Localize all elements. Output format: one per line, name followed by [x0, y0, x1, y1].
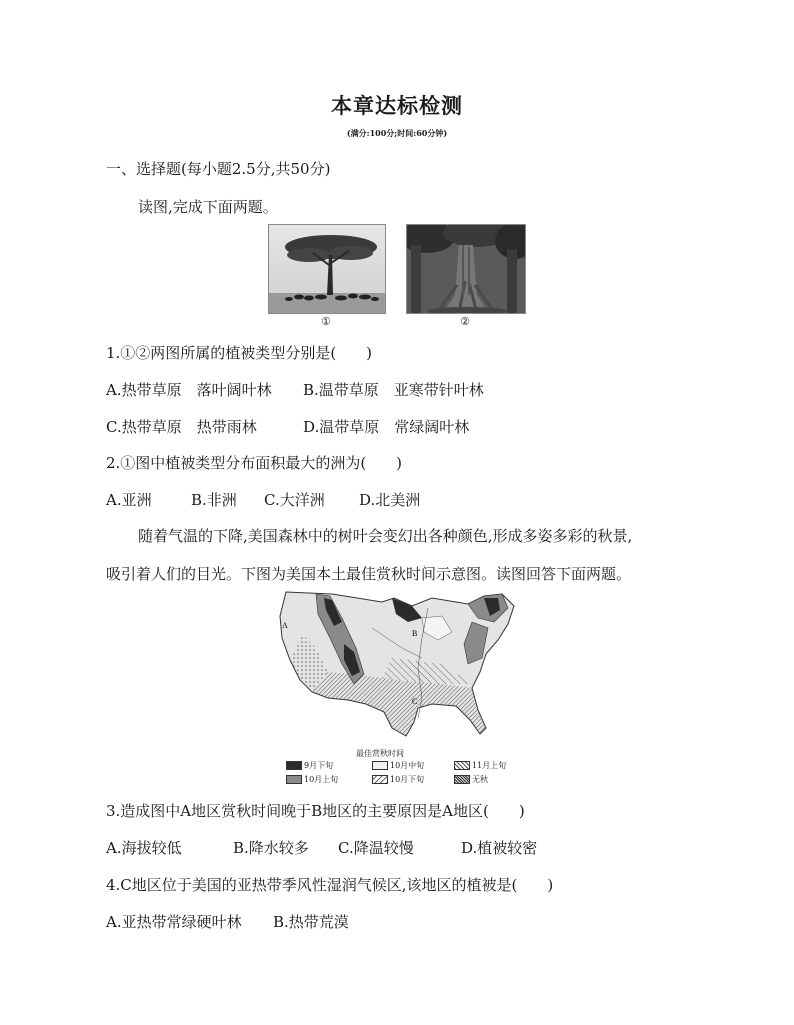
- question-3-option-b: B.降水较多: [233, 839, 309, 857]
- legend-label-late-september: 9月下旬: [304, 761, 334, 770]
- question-1-option-b: B.温带草原 亚寒带针叶林: [303, 381, 484, 399]
- question-4-option-a: A.亚热带常绿硬叶林: [106, 913, 242, 931]
- section-intro: 读图,完成下面两题。: [138, 198, 278, 216]
- question-2-option-c: C.大洋洲: [264, 491, 325, 509]
- rainforest-photo: [406, 224, 526, 314]
- legend-label-early-november: 11月上旬: [472, 761, 507, 770]
- section-heading: 一、选择题(每小题2.5分,共50分): [106, 160, 331, 178]
- legend-title: 最佳赏秋时间: [356, 749, 404, 758]
- page-title: 本章达标检测: [331, 93, 463, 118]
- legend-swatch-late-september: [286, 761, 302, 770]
- question-1-option-d: D.温带草原 常绿阔叶林: [303, 418, 470, 436]
- question-2-option-d: D.北美洲: [359, 491, 421, 509]
- map-label-c: C: [412, 697, 418, 706]
- legend-label-no-autumn: 无秋: [472, 775, 488, 784]
- question-1-option-c: C.热带草原 热带雨林: [106, 418, 257, 436]
- question-1-stem: 1.①②两图所属的植被类型分别是( ): [106, 344, 373, 362]
- legend-label-late-october: 10月下旬: [390, 775, 425, 784]
- question-3-option-a: A.海拔较低: [106, 839, 182, 857]
- question-1-option-a: A.热带草原 落叶阔叶林: [106, 381, 272, 399]
- legend-label-mid-october: 10月中旬: [390, 761, 425, 770]
- question-4-option-b: B.热带荒漠: [273, 913, 349, 931]
- legend-swatch-early-october: [286, 775, 302, 784]
- legend-label-early-october: 10月上旬: [304, 775, 339, 784]
- us-autumn-map: [272, 588, 522, 748]
- question-2-option-b: B.非洲: [191, 491, 237, 509]
- legend-swatch-no-autumn: [454, 775, 470, 784]
- map-legend: [286, 760, 526, 788]
- passage-line-2: 吸引着人们的目光。下图为美国本土最佳赏秋时间示意图。读图回答下面两题。: [106, 565, 632, 583]
- map-label-b: B: [412, 629, 418, 638]
- question-3-option-d: D.植被较密: [461, 839, 538, 857]
- page-subtitle: (满分:100分;时间:60分钟): [346, 128, 448, 138]
- savanna-photo: [268, 224, 386, 314]
- passage-line-1: 随着气温的下降,美国森林中的树叶会变幻出各种颜色,形成多姿多彩的秋景,: [138, 527, 633, 545]
- question-3-stem: 3.造成图中A地区赏秋时间晚于B地区的主要原因是A地区( ): [106, 802, 525, 820]
- photo-1-caption: ①: [321, 315, 331, 328]
- photo-2-caption: ②: [460, 315, 470, 328]
- question-4-stem: 4.C地区位于美国的亚热带季风性湿润气候区,该地区的植被是( ): [106, 876, 554, 894]
- map-label-a: A: [282, 621, 288, 630]
- legend-swatch-mid-october: [372, 761, 388, 770]
- question-3-option-c: C.降温较慢: [338, 839, 414, 857]
- legend-swatch-early-november: [454, 761, 470, 770]
- legend-swatch-late-october: [372, 775, 388, 784]
- question-2-stem: 2.①图中植被类型分布面积最大的洲为( ): [106, 454, 403, 472]
- question-2-option-a: A.亚洲: [106, 491, 152, 509]
